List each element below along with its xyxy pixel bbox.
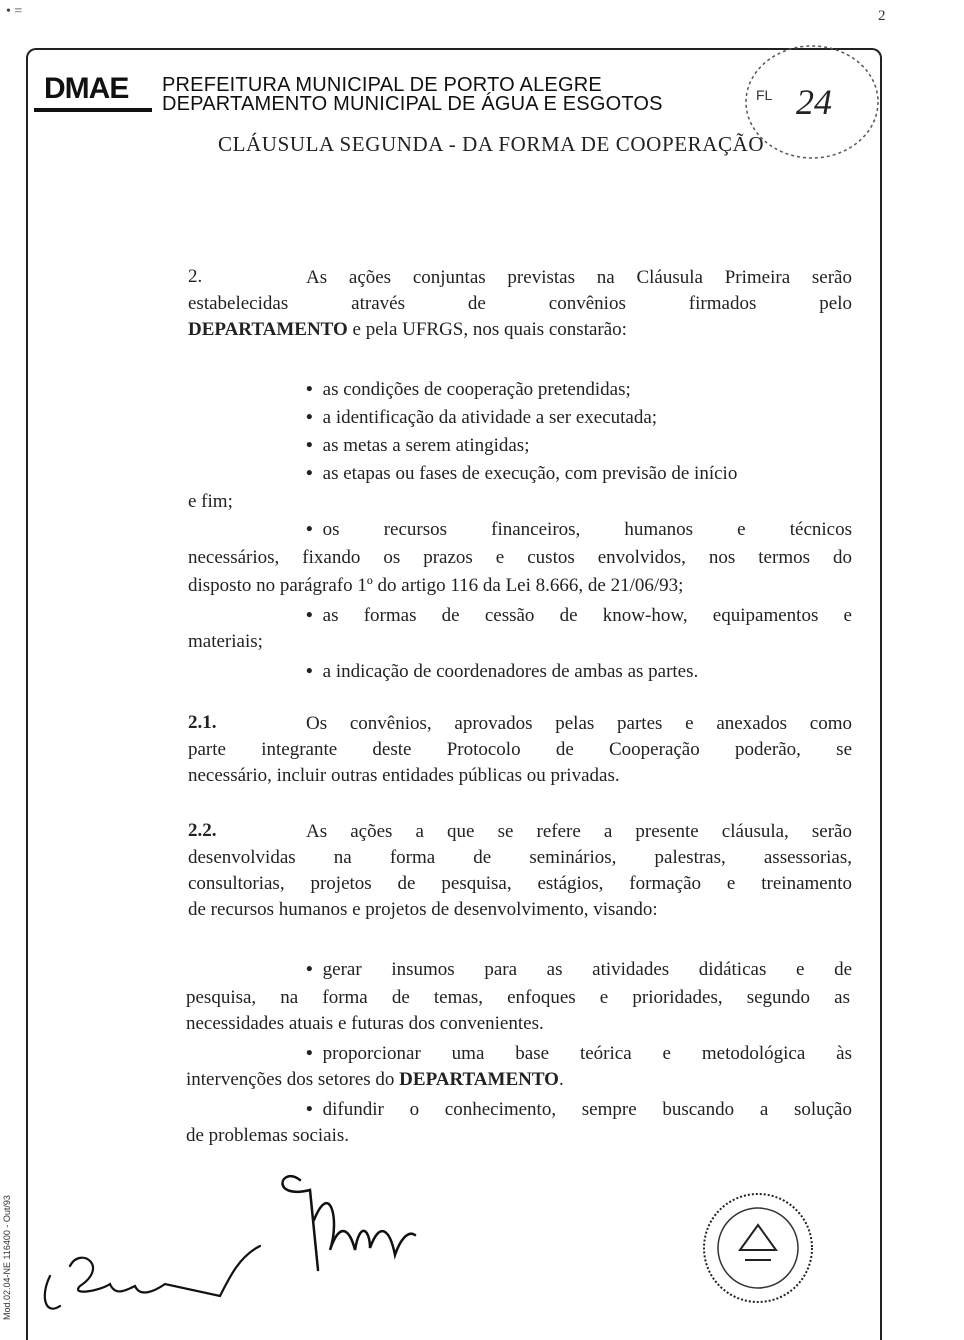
form-code-note [0, 1170, 22, 1320]
section21-line2: parte integrante deste Protocolo de Cooperação poderão, se [188, 739, 852, 760]
section-number: 2. [188, 266, 203, 287]
list-item [306, 434, 529, 458]
list-item-text: proporcionar uma base teórica e metodológica às [322, 1043, 852, 1064]
bullet-icon: • [306, 407, 313, 428]
stamp-number: 24 [796, 82, 832, 122]
list-item [306, 462, 852, 486]
section2-line2: estabelecidas através de convênios firmados pelo [188, 293, 852, 314]
page-number: 2 [878, 8, 886, 24]
list-item-text: a indicação de coordenadores de ambas as partes. [322, 661, 699, 682]
list-item-continuation: necessários, fixando os prazos e custos envolvidos, nos termos do [188, 547, 852, 568]
list-item [306, 378, 631, 402]
dmae-logo [44, 74, 128, 104]
scan-marks: • = [6, 4, 23, 19]
header-line-1: PREFEITURA MUNICIPAL DE PORTO ALEGRE [162, 74, 602, 96]
list-item-text: as etapas ou fases de execução, com previsão de início [322, 463, 738, 484]
stamp-label: FL [756, 87, 773, 103]
list-item-text: os recursos financeiros, humanos e técnicos [322, 519, 852, 540]
clause-title: CLÁUSULA SEGUNDA - DA FORMA DE COOPERAÇÃO [218, 132, 765, 156]
bullet-icon: • [306, 1043, 313, 1064]
department-name: DEPARTAMENTO [399, 1069, 559, 1090]
list-item-continuation: de problemas sociais. [186, 1125, 350, 1146]
bullet-icon: • [306, 463, 313, 484]
list-item-continuation: pesquisa, na forma de temas, enfoques e prioridades, segundo as [186, 987, 850, 1008]
continuation-end: . [558, 1069, 564, 1090]
logo-underline [34, 108, 152, 112]
list-item-continuation [186, 1068, 564, 1092]
list-item [306, 604, 852, 628]
bullet-icon: • [306, 959, 313, 980]
list-item-text: gerar insumos para as atividades didáticas e de [322, 959, 852, 980]
list-item [306, 1042, 852, 1066]
bullet-icon: • [306, 1099, 313, 1120]
bullet-icon: • [306, 435, 313, 456]
signature-image [270, 1160, 420, 1280]
section22-line3: consultorias, projetos de pesquisa, estágios, formação e treinamento [188, 873, 852, 894]
section-number: 2.1. [188, 712, 217, 733]
section2-line1: As ações conjuntas previstas na Cláusula Primeira serão [306, 267, 852, 288]
section21-line3: necessário, incluir outras entidades públicas ou privadas. [188, 765, 620, 786]
section22-line2: desenvolvidas na forma de seminários, palestras, assessorias, [188, 847, 852, 868]
header-line-2: DEPARTAMENTO MUNICIPAL DE ÁGUA E ESGOTOS [162, 93, 663, 115]
section21-line1: Os convênios, aprovados pelas partes e anexados como [306, 713, 852, 734]
ufrgs-seal-icon [700, 1190, 816, 1306]
list-item-continuation: materiais; [188, 631, 263, 652]
section22-line1: As ações a que se refere a presente cláusula, serão [306, 821, 852, 842]
section2-line3-rest: , nos quais constarão: [463, 319, 627, 340]
bullet-icon: • [306, 661, 313, 682]
signature-image-2 [40, 1236, 270, 1320]
list-item [306, 518, 852, 542]
section22-line4: de recursos humanos e projetos de desenvolvimento, visando: [188, 899, 658, 920]
list-item [306, 406, 657, 430]
list-item-text: as formas de cessão de know-how, equipamentos e [322, 605, 852, 626]
connector-text: e pela [347, 319, 403, 340]
list-item [306, 660, 698, 684]
list-item-text: a identificação da atividade a ser executada; [322, 407, 658, 428]
bullet-icon: • [306, 519, 313, 540]
form-code-text: Mod.02.04-NE 116400 - Out/93 [2, 1195, 12, 1320]
logo-text: DMAE [44, 72, 129, 105]
list-item-text: as condições de cooperação pretendidas; [322, 379, 631, 400]
section2-line3 [188, 318, 852, 342]
list-item [306, 1098, 852, 1122]
list-item-text: difundir o conhecimento, sempre buscando a solução [322, 1099, 852, 1120]
list-item-continuation: necessidades atuais e futuras dos convenientes. [186, 1013, 544, 1034]
university-name: UFRGS [402, 319, 464, 340]
department-name: DEPARTAMENTO [188, 319, 348, 340]
continuation-text: intervenções dos setores do [186, 1069, 400, 1090]
list-item-continuation: e fim; [188, 491, 233, 512]
section-number: 2.2. [188, 820, 217, 841]
list-item-continuation: disposto no parágrafo 1º do artigo 116 da Lei 8.666, de 21/06/93; [188, 575, 684, 596]
document-frame [26, 48, 882, 1340]
list-item [306, 958, 852, 982]
bullet-icon: • [306, 605, 313, 626]
list-item-text: as metas a serem atingidas; [322, 435, 530, 456]
bullet-icon: • [306, 379, 313, 400]
